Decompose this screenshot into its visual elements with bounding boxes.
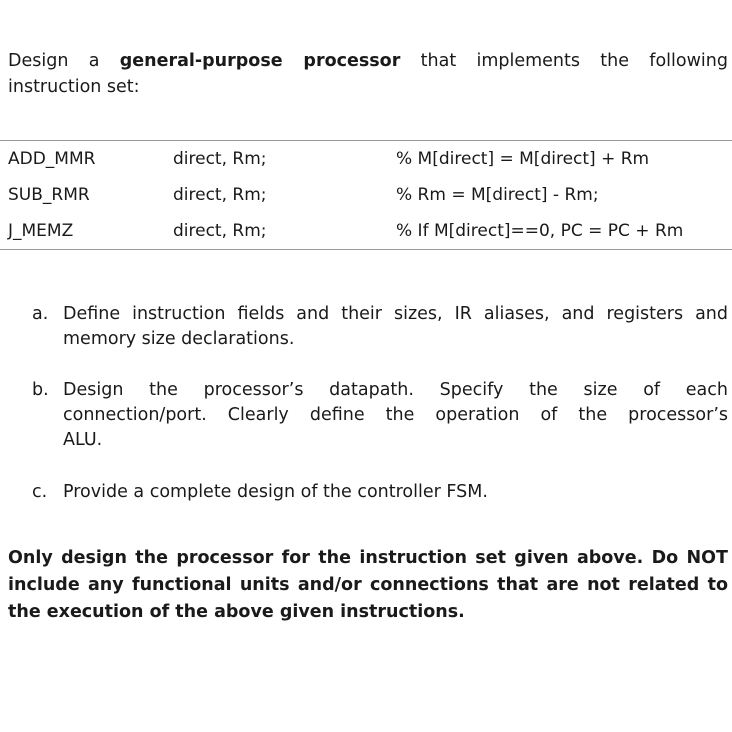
question-line: ALU.	[63, 430, 103, 450]
instruction-operands: direct, Rm;	[173, 221, 267, 241]
note-line: Only design the processor for the instruction set given above. Do NOT	[8, 548, 728, 568]
note-line: the execution of the above given instructions.	[8, 602, 465, 622]
question-text	[63, 378, 728, 453]
question-line: Design the processor’s datapath. Specify the size of each	[63, 380, 728, 400]
question-letter: b.	[32, 380, 49, 400]
instruction-row	[0, 213, 732, 249]
instruction-note	[8, 545, 728, 626]
instruction-comment: % If M[direct]==0, PC = PC + Rm	[396, 221, 684, 241]
intro-prefix: Design a	[8, 51, 120, 71]
question-text	[63, 480, 728, 505]
instruction-row	[0, 141, 732, 177]
problem-intro	[8, 48, 728, 100]
note-line: include any functional units and/or connections that are not related to	[8, 575, 728, 595]
question-letter: c.	[32, 482, 48, 502]
instruction-row	[0, 177, 732, 213]
intro-line-1	[8, 48, 728, 74]
question-line: Provide a complete design of the controller FSM.	[63, 482, 488, 502]
instruction-operands: direct, Rm;	[173, 185, 267, 205]
question-text	[63, 302, 728, 352]
instruction-opcode: J_MEMZ	[8, 221, 74, 241]
question-line: memory size declarations.	[63, 329, 295, 349]
intro-emphasis: general-purpose processor	[119, 51, 401, 71]
instruction-opcode: ADD_MMR	[8, 149, 96, 169]
question-letter: a.	[32, 304, 49, 324]
intro-suffix: that implements the following	[400, 51, 728, 71]
instruction-comment: % M[direct] = M[direct] + Rm	[396, 149, 650, 169]
question-line: Define instruction fields and their sizes, IR aliases, and registers and	[63, 304, 728, 324]
instruction-opcode: SUB_RMR	[8, 185, 90, 205]
instruction-operands: direct, Rm;	[173, 149, 267, 169]
question-line: connection/port. Clearly define the operation of the processor’s	[63, 405, 728, 425]
intro-line-2: instruction set:	[8, 77, 140, 97]
instruction-comment: % Rm = M[direct] - Rm;	[396, 185, 599, 205]
instruction-set-table	[0, 140, 732, 250]
